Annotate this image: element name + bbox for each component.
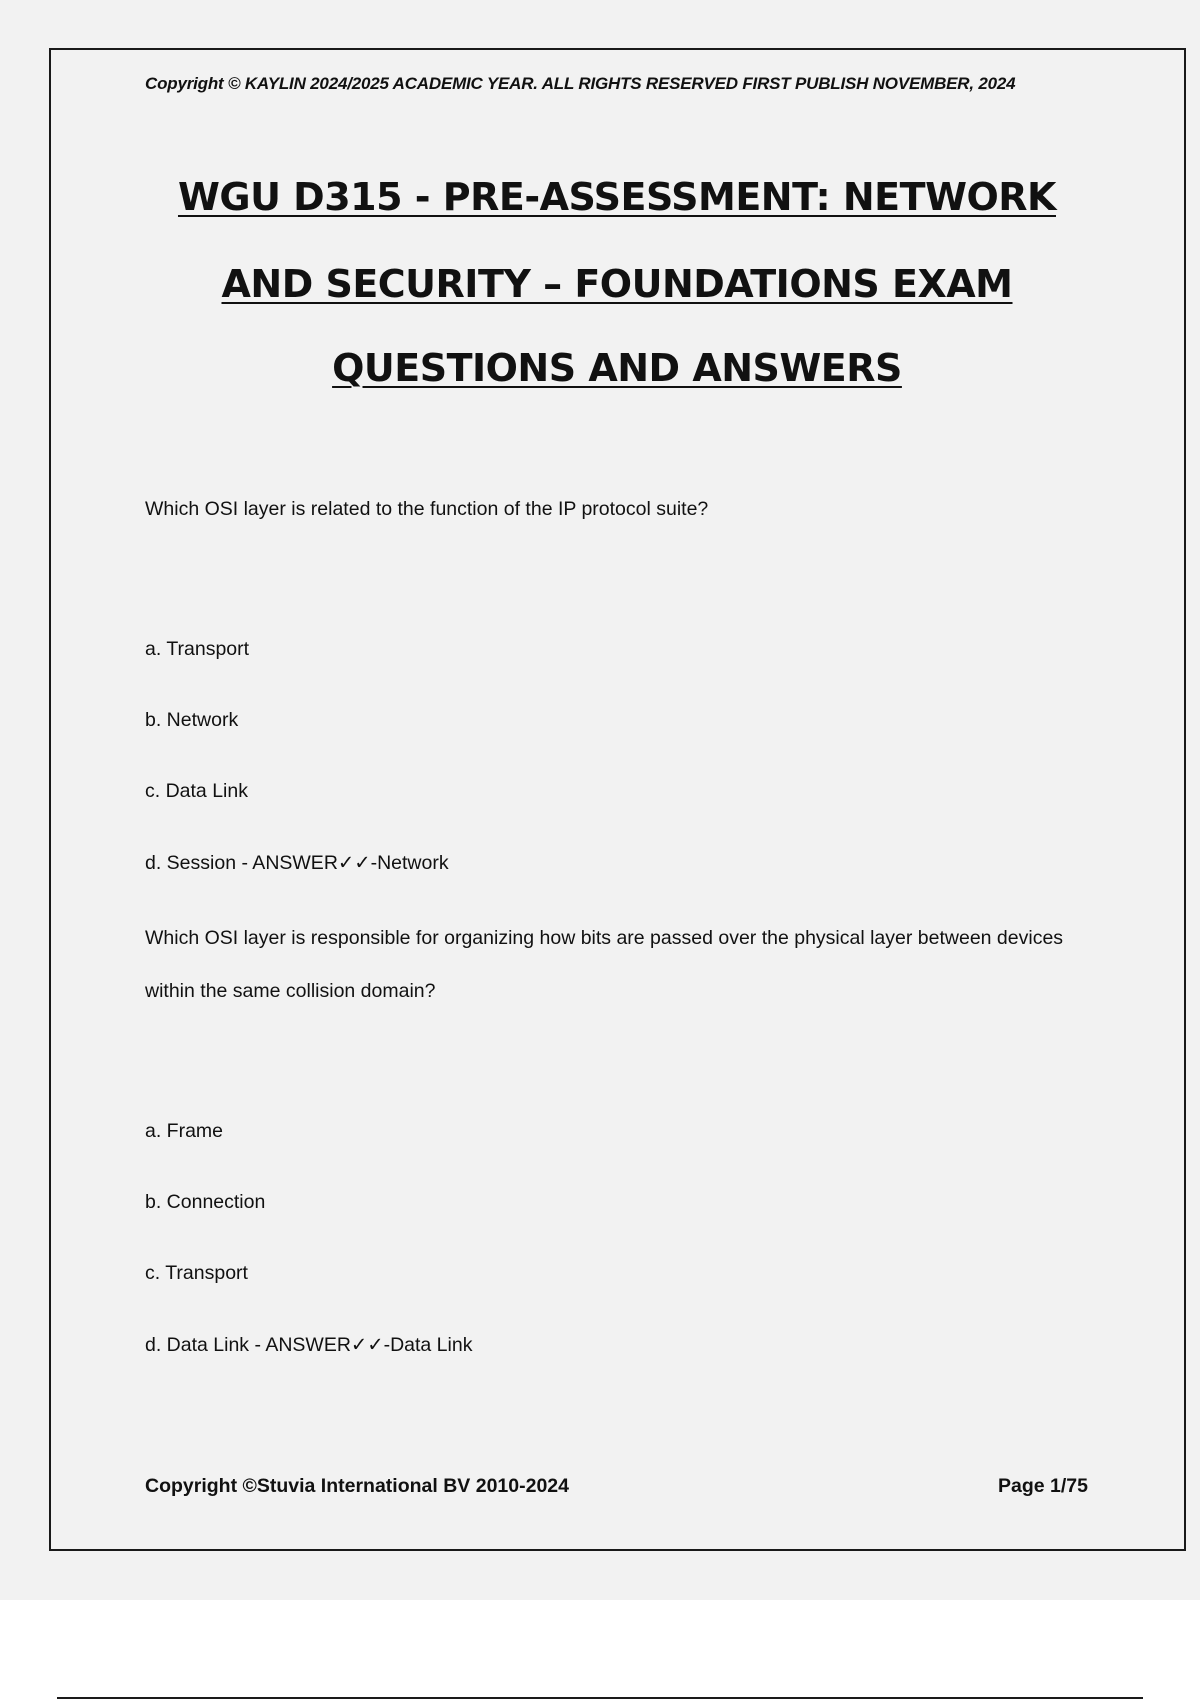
next-page-border (57, 1697, 1143, 1699)
question-1-option-c: c. Data Link (145, 780, 248, 802)
page-number: Page 1/75 (998, 1475, 1088, 1497)
header-copyright: Copyright © KAYLIN 2024/2025 ACADEMIC YEAR. ALL RIGHTS RESERVED FIRST PUBLISH NOVEMBER, 2024 (145, 74, 1016, 93)
document-title-line-3: QUESTIONS AND ANSWERS (332, 346, 902, 390)
question-2-text-line-1: Which OSI layer is responsible for organizing how bits are passed over the physical layer between devices (145, 927, 1064, 949)
document-title-line-2: AND SECURITY – FOUNDATIONS EXAM (221, 262, 1013, 306)
question-2-option-a: a. Frame (145, 1120, 224, 1142)
question-1-option-d-answer: d. Session - ANSWER✓✓-Network (145, 852, 449, 874)
question-2-option-c: c. Transport (145, 1262, 248, 1284)
footer-copyright: Copyright ©Stuvia International BV 2010-2024 (145, 1475, 569, 1497)
question-2-option-b: b. Connection (145, 1191, 266, 1213)
question-1-text: Which OSI layer is related to the function of the IP protocol suite? (145, 498, 709, 520)
question-2-text-line-2: within the same collision domain? (145, 980, 436, 1002)
question-2-option-d-answer: d. Data Link - ANSWER✓✓-Data Link (145, 1334, 473, 1356)
document-title-line-1: WGU D315 - PRE-ASSESSMENT: NETWORK (177, 175, 1056, 219)
question-1-option-a: a. Transport (145, 638, 250, 660)
question-1-option-b: b. Network (145, 709, 239, 731)
